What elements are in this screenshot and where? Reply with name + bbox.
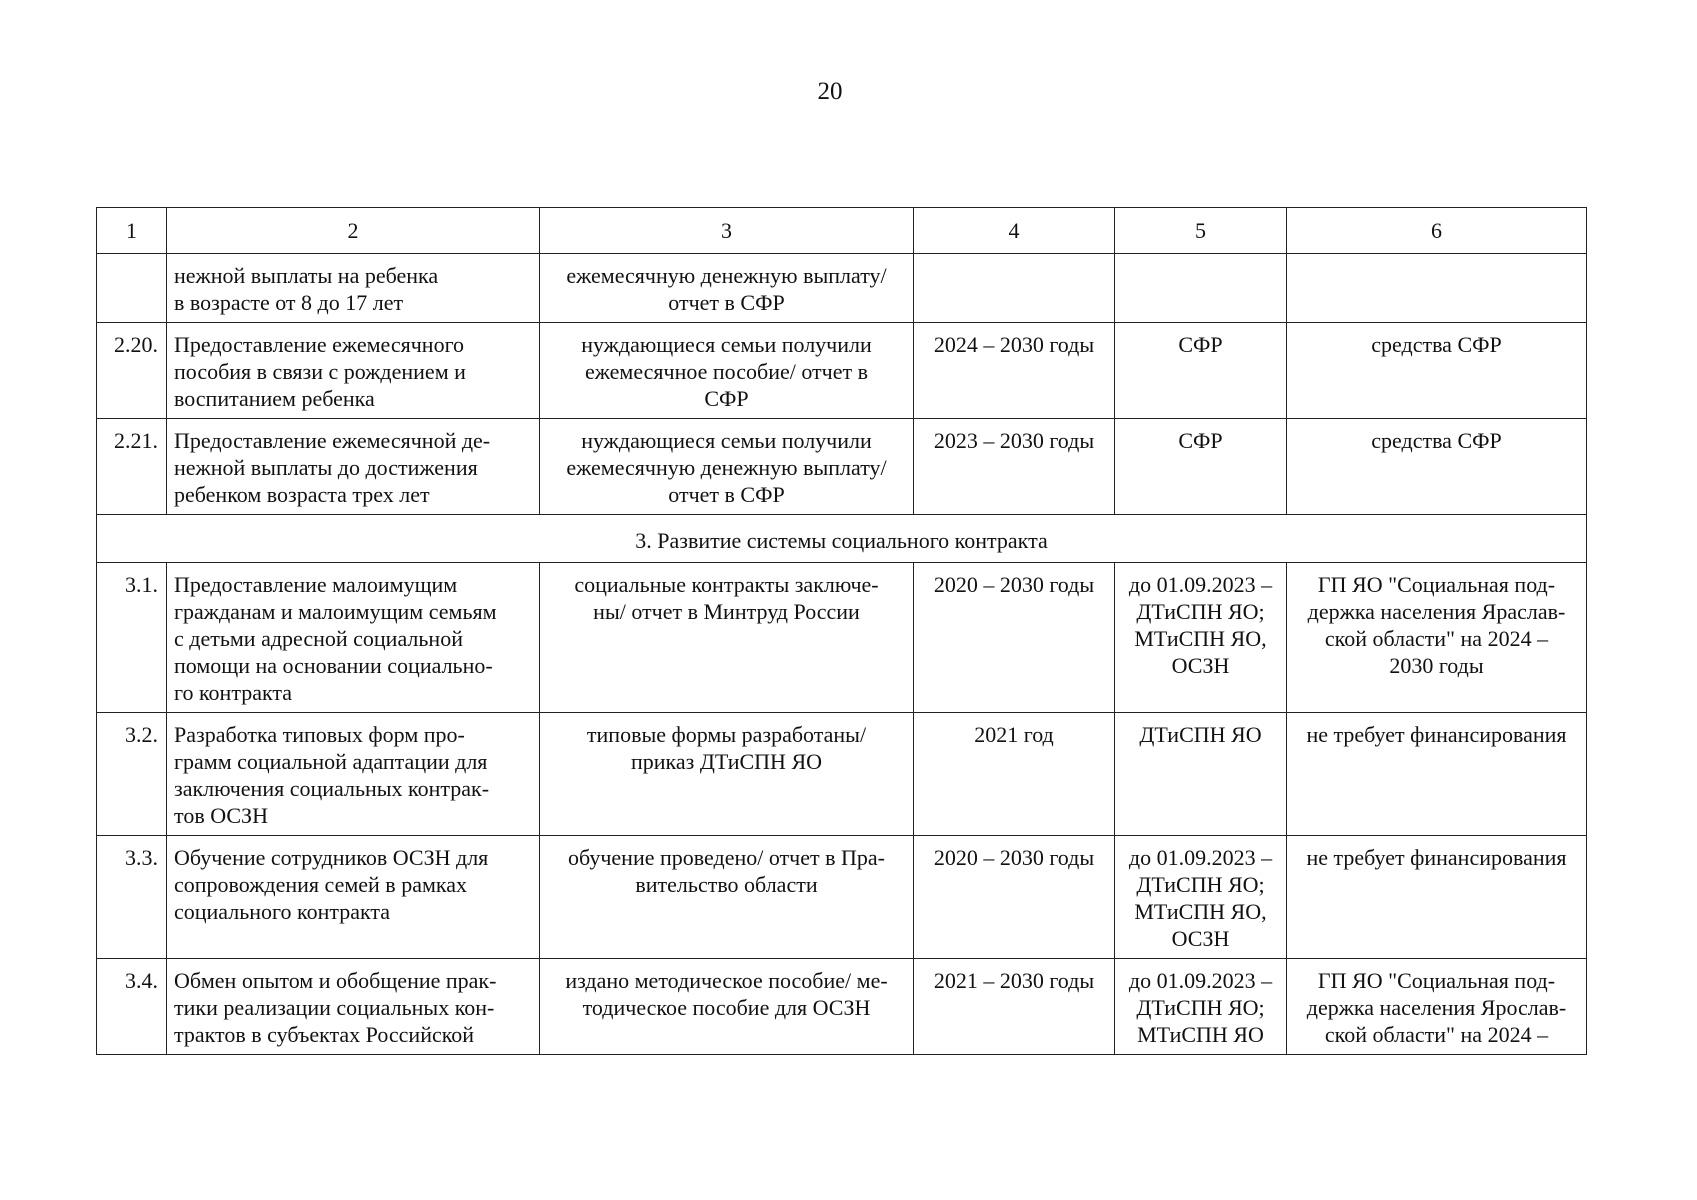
executor: СФР [1115, 323, 1287, 419]
executor: до 01.09.2023 – ДТиСПН ЯО; МТиСПН ЯО, ОСЗН [1115, 563, 1287, 713]
event-name: Предоставление малоимущим гражданам и малоимущим семьям с детьми адресной социальной помощи на основании социально- го контракта [167, 563, 540, 713]
column-number: 1 [97, 208, 167, 254]
row-number: 3.4. [97, 959, 167, 1055]
row-number: 3.2. [97, 713, 167, 836]
page-number: 20 [817, 78, 843, 105]
column-number: 6 [1287, 208, 1587, 254]
executor [1115, 254, 1287, 323]
event-name: Предоставление ежемесячной де- нежной выплаты до достижения ребенком возраста трех лет [167, 419, 540, 515]
table-row [97, 323, 1587, 419]
term: 2021 год [914, 713, 1115, 836]
event-name: Предоставление ежемесячного пособия в связи с рождением и воспитанием ребенка [167, 323, 540, 419]
expected-result: нуждающиеся семьи получили ежемесячное пособие/ отчет в СФР [540, 323, 914, 419]
executor: до 01.09.2023 – ДТиСПН ЯО; МТиСПН ЯО, ОСЗН [1115, 836, 1287, 959]
table-row [97, 959, 1587, 1055]
table-row [97, 836, 1587, 959]
term: 2021 – 2030 годы [914, 959, 1115, 1055]
funding-source: ГП ЯО "Социальная под- держка населения Ярослав- ской области" на 2024 – [1287, 959, 1587, 1055]
term: 2024 – 2030 годы [914, 323, 1115, 419]
funding-source: ГП ЯО "Социальная под- держка населения Яраслав- ской области" на 2024 – 2030 годы [1287, 563, 1587, 713]
executor: ДТиСПН ЯО [1115, 713, 1287, 836]
section-row [97, 515, 1587, 563]
term: 2020 – 2030 годы [914, 836, 1115, 959]
funding-source [1287, 254, 1587, 323]
table-row [97, 254, 1587, 323]
funding-source: не требует финансирования [1287, 713, 1587, 836]
funding-source: не требует финансирования [1287, 836, 1587, 959]
table-row [97, 713, 1587, 836]
table-row [97, 419, 1587, 515]
expected-result: типовые формы разработаны/ приказ ДТиСПН ЯО [540, 713, 914, 836]
expected-result: обучение проведено/ отчет в Пра- вительство области [540, 836, 914, 959]
expected-result: издано методическое пособие/ ме- тодическое пособие для ОСЗН [540, 959, 914, 1055]
section-title: 3. Развитие системы социального контракта [97, 515, 1587, 563]
row-number [97, 254, 167, 323]
event-name: Разработка типовых форм про- грамм социальной адаптации для заключения социальных контрак- тов ОСЗН [167, 713, 540, 836]
event-name: Обмен опытом и обобщение прак- тики реализации социальных кон- трактов в субъектах Российской [167, 959, 540, 1055]
column-number: 2 [167, 208, 540, 254]
expected-result: социальные контракты заключе- ны/ отчет в Минтруд России [540, 563, 914, 713]
funding-source: средства СФР [1287, 323, 1587, 419]
table-row [97, 563, 1587, 713]
executor: до 01.09.2023 – ДТиСПН ЯО; МТиСПН ЯО [1115, 959, 1287, 1055]
column-number: 5 [1115, 208, 1287, 254]
column-number: 3 [540, 208, 914, 254]
event-name: нежной выплаты на ребенка в возрасте от 8 до 17 лет [167, 254, 540, 323]
expected-result: ежемесячную денежную выплату/ отчет в СФР [540, 254, 914, 323]
funding-source: средства СФР [1287, 419, 1587, 515]
measures-table [96, 207, 1587, 1055]
expected-result: нуждающиеся семьи получили ежемесячную денежную выплату/ отчет в СФР [540, 419, 914, 515]
term: 2023 – 2030 годы [914, 419, 1115, 515]
column-number-row [97, 208, 1587, 254]
term: 2020 – 2030 годы [914, 563, 1115, 713]
column-number: 4 [914, 208, 1115, 254]
executor: СФР [1115, 419, 1287, 515]
row-number: 3.1. [97, 563, 167, 713]
row-number: 2.20. [97, 323, 167, 419]
term [914, 254, 1115, 323]
event-name: Обучение сотрудников ОСЗН для сопровождения семей в рамках социального контракта [167, 836, 540, 959]
row-number: 2.21. [97, 419, 167, 515]
row-number: 3.3. [97, 836, 167, 959]
